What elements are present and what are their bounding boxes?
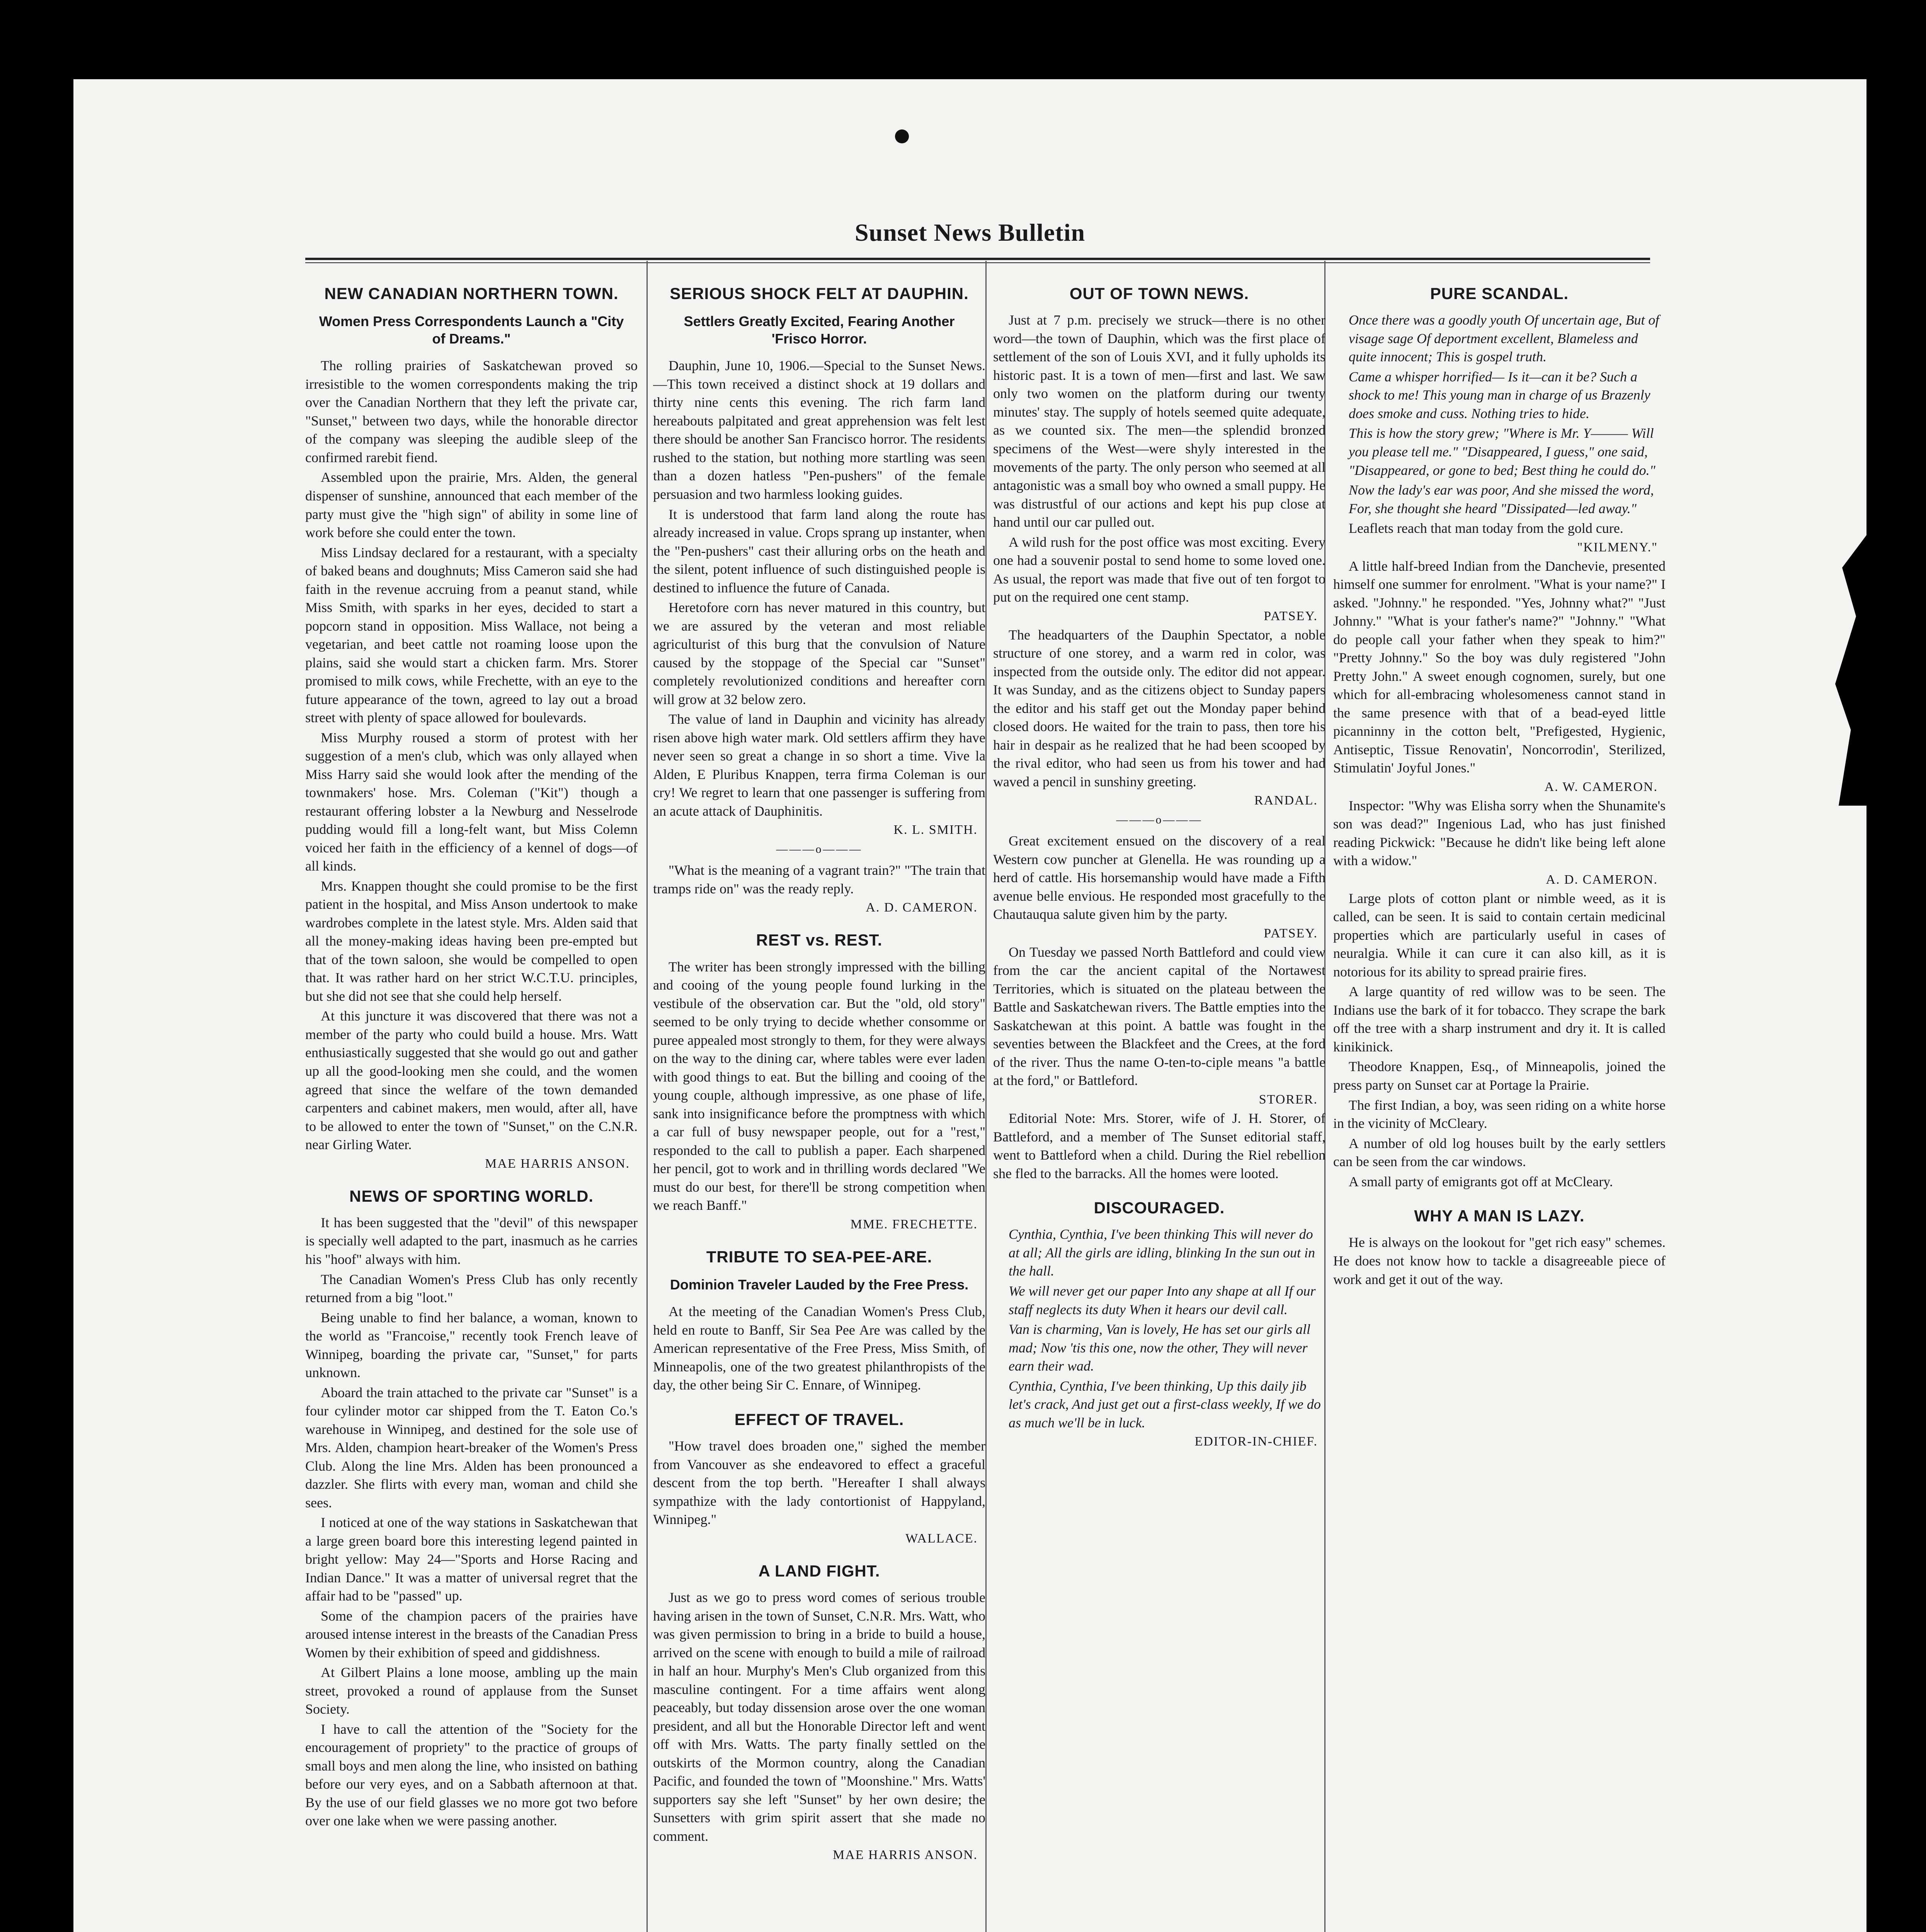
masthead: Sunset News Bulletin [854,219,1086,246]
paragraph: Inspector: "Why was Elisha sorry when the Shunamite's son was dead?" Ingenious Lad, who has just finished reading Pickwick: "Because he didn't like being left alone with a widow." [1333,798,1666,869]
paragraph: Miss Murphy roused a storm of protest with her suggestion of a men's club, which was only allayed when Miss Harry said she would look after the mending of the townmakers' hose. Mrs. Coleman ("Kit") though a restaurant offering lobster a la Newburg and Nesselrode pudding would fill a long-felt want, but Miss Colemn voiced her faith in the efficiency of a kennel of dogs—of all kinds. [305,730,638,874]
paragraph: Just at 7 p.m. precisely we struck—there is no other word—the town of Dauphin, which was the first place of settlement of the son of Louis XVI, and it fully upholds its historic past. It is a town of men—first and last. We saw only two women on the platform during our twenty minutes' stay. The supply of hotels seemed quite adequate, as we counted six. The men—the splendid bronzed specimens of the West—were shyly interested in the movements of the party. The only person who seemed at all antagonistic was a small boy who owned a small puppy. He was distrustful of our actions and kept his pup close at hand until our car pulled out. [993,312,1325,530]
paragraph: Aboard the train attached to the private car "Sunset" is a four cylinder motor car shipped from the T. Eaton Co.'s warehouse in Winnipeg, and destined for the sole use of Mrs. Alden, champion heart-breaker of the Women's Press Club. Along the line Mrs. Alden has been pronounced a dazzler. She flirts with every man, woman and child she sees. [305,1384,638,1510]
byline: WALLACE. [905,1531,978,1546]
paragraph: Being unable to find her balance, a woman, known to the world as "Francoise," recently took French leave of Winnipeg, boarding the private car, "Sunset," for parts unknown. [305,1310,638,1381]
paragraph: A little half-breed Indian from the Danchevie, presented himself one summer for enrolment. "What is your name?" I asked. "Johnny." he responded. "Yes, Johnny what?" "Just Johnny." "What is your father's name?" "Johnny." "What do people call your father when they speak to him?" "Pretty Johnny." So the boy was duly registered "John Pretty John." A sweet enough cognomen, surely, but one which for all-embracing wholesomeness cannot stand in the same presence with that of a bead-eyed little picanninny in the cotton belt, "Prefigested, Hygienic, Antiseptic, Tissue Renovatin', Noncorrodin', Sterilized, Stimulatin' Joyful Jones." [1333,558,1666,776]
paragraph: Heretofore corn has never matured in this country, but we are assured by the veteran and most reliable agriculturist of this burg that the convulsion of Nature caused by the stoppage of the Special car "Sunset" completely revolutionized conditions and hereafter corn will grow at 32 below zero. [653,600,985,707]
paragraph: "What is the meaning of a vagrant train?" "The train that tramps ride on" was the ready reply. [653,862,985,896]
subheadline: Dominion Traveler Lauded by the Free Press. [670,1277,969,1293]
subheadline: Settlers Greatly Excited, Fearing Another 'Frisco Horror. [684,313,955,347]
headline: A LAND FIGHT. [758,1561,880,1580]
headline: PURE SCANDAL. [1430,284,1569,303]
column-divider [647,261,648,1932]
verse: We will never get our paper Into any shape at all If our staff neglects its duty When it hears our devil call. [1009,1283,1316,1317]
newspaper-page [73,79,1866,1932]
byline: RANDAL. [1254,793,1318,808]
paragraph: It has been suggested that the "devil" of this newspaper is specially well adapted to the part, inasmuch as he carries his "hoof" always with him. [305,1214,638,1267]
verse: Came a whisper horrified— Is it—can it be? Such a shock to me! This young man in charge of us Brazenly does smoke and cuss. Nothing tries to hide. [1349,369,1650,421]
paragraph: Some of the champion pacers of the prairies have aroused intense interest in the breasts of the Canadian Press Women by their exhibition of speed and giddishness. [305,1608,638,1660]
masthead-rule-thin [305,262,1650,263]
verse: Once there was a goodly youth Of uncertain age, But of visage sage Of deportment excellent, Blameless and quite innocent; This is gospel truth. [1349,312,1659,365]
headline: REST vs. REST. [756,931,883,949]
headline: OUT OF TOWN NEWS. [1069,284,1249,303]
column-2 [653,269,985,1932]
headline: NEWS OF SPORTING WORLD. [349,1187,594,1205]
headline: EFFECT OF TRAVEL. [734,1410,904,1429]
paragraph: Editorial Note: Mrs. Storer, wife of J. H. Storer, of Battleford, and a member of The Sunset editorial staff, went to Battleford when a child. During the Riel rebellion she fled to the barracks. All the homes were looted. [993,1110,1325,1181]
verse: This is how the story grew; "Where is Mr. Y——— Will you please tell me." "Disappeared, I guess," one said, "Disappeared, or gone to bed; Best thing he could do." [1349,425,1655,478]
paragraph: Large plots of cotton plant or nimble weed, as it is called, can be seen. It is said to contain certain medicinal properties which are particularly useful in cases of neuralgia. While it can cure it can also kill, as it is notorious for its ability to spread prairie fires. [1333,890,1666,980]
paragraph: Theodore Knappen, Esq., of Minneapolis, joined the press party on Sunset car at Portage la Prairie. [1333,1059,1666,1093]
paragraph: Great excitement ensued on the discovery of a real Western cow puncher at Glenella. He was rounding up a herd of cattle. His horsemanship would have made a Fifth avenue belle envious. He responded most gracefully to the Chautauqua salute given him by the party. [993,833,1325,922]
paragraph: Leaflets reach that man today from the gold cure. [1349,520,1623,536]
paragraph: The first Indian, a boy, was seen riding on a white horse in the vicinity of McCleary. [1333,1097,1666,1131]
paragraph: "How travel does broaden one," sighed the member from Vancouver as she endeavored to effect a graceful descent from the top berth. "Hereafter I shall always sympathize with the lady contortionist of Happyland, Winnipeg." [653,1438,985,1527]
paragraph: I have to call the attention of the "Society for the encouragement of propriety" to the practice of groups of small boys and men along the line, who insisted on bathing before our very eyes, and on a Sabbath afternoon at that. By the use of our field glasses we no more got two before over one lake when we were passing another. [305,1721,638,1829]
byline: K. L. SMITH. [893,823,978,837]
paragraph: On Tuesday we passed North Battleford and could view from the car the ancient capital of the Nortawest Territories, which is situated on the plateau between the Battle and Saskatchewan rivers. The Battle empties into the Saskatchewan at this point. A battle was fought in the seventies between the Blackfeet and the Crees, at the ford of the river. Thus the name O-ten-to-ciple means "a battle at the ford," or Battleford. [993,944,1325,1088]
torn-edge [1832,535,1866,806]
paragraph: At the meeting of the Canadian Women's Press Club, held en route to Banff, Sir Sea Pee Are was called by the American representative of the Free Press, Miss Smith, of Minneapolis, one of the two greatest philanthropists of the day, the other being Sir C. Ennare, of Winnipeg. [653,1304,985,1393]
paragraph: Dauphin, June 10, 1906.—Special to the Sunset News.—This town received a distinct shock at 19 dollars and thirty nine cents this evening. The rich farm land hereabouts palpitated and great apprehension was felt lest there should be another San Francisco horror. The residents rushed to the station, but nothing more startling was seen than a dozen hatless "Pen-pushers" of the female persuasion and two harmless looking guides. [653,358,985,502]
paragraph: The value of land in Dauphin and vicinity has already risen above high water mark. Old settlers affirm they have never seen so great a change in so short a time. Vive la Alden, E Pluribus Knappen, terra firma Coleman is our cry! We regret to learn that one passenger is suffering from an acute attack of Dauphinitis. [653,711,985,819]
byline: EDITOR-IN-CHIEF. [1194,1434,1318,1449]
byline: STORER. [1259,1092,1318,1107]
paragraph: A large quantity of red willow was to be seen. The Indians use the bark of it for tobacco. They scrape the bark off the tree with a sharp instrument and dry it. It is called kinikinick. [1333,984,1666,1054]
paragraph: Just as we go to press word comes of serious trouble having arisen in the town of Sunset, C.N.R. Mrs. Watt, who was given permission to bring in a bride to build a house, arrived on the scene with enough to build a mile of railroad in half an hour. Murphy's Men's Club organized from this masculine contingent. For a time affairs went along peaceably, but today dissension arose over the one woman president, and all but the Honorable Director left and went off with Mrs. Watts. The party finally settled on the outskirts of the Mormon country, along the Canadian Pacific, and founded the town of "Moonshine." Mrs. Watts' supporters say she left "Sunset" by her own desire; the Sunsetters with grim spirit assert that she made no comment. [653,1590,985,1844]
byline: MAE HARRIS ANSON. [485,1156,630,1171]
masthead-rule [305,258,1650,260]
column-4 [1333,269,1666,1932]
headline: SERIOUS SHOCK FELT AT DAUPHIN. [670,284,969,303]
paragraph: At Gilbert Plains a lone moose, ambling up the main street, provoked a round of applause from the Sunset Society. [305,1665,638,1717]
subheadline: Women Press Correspondents Launch a "City of Dreams." [319,313,624,347]
paragraph: At this juncture it was discovered that there was not a member of the party who could build a house. Mrs. Watt enthusiastically suggested that she would go out and gather up all the good-looking men she could, and the women agreed that since the welfare of the town demanded carpenters and cabinet makers, men would, after all, have to be allowed to enter the town of "Sunset," on the C.N.R. near Girling Water. [305,1008,638,1153]
byline: MAE HARRIS ANSON. [833,1848,978,1862]
paragraph: The headquarters of the Dauphin Spectator, a noble structure of one storey, and a warm red in color, was inspected from the outside only. The editor did not appear. It was Sunday, and as the citizens object to Sunday papers the editor and his staff get out the Monday paper behind closed doors. He waited for the train to pass, then tore his hair in despair as he realized that he had been scooped by the rival editor, who had seen us from his tower and had waved a pencil in sunshiny greeting. [993,627,1325,789]
byline: A. W. CAMERON. [1544,779,1658,794]
paragraph: The Canadian Women's Press Club has only recently returned from a big "loot." [305,1271,638,1306]
column-divider [985,261,987,1932]
headline: TRIBUTE TO SEA-PEE-ARE. [706,1247,932,1266]
verse: Cynthia, Cynthia, I've been thinking, Up this daily jib let's crack, And just get out a first-class weekly, If we do as much we'll be in luck. [1009,1378,1321,1430]
separator: ———o——— [1116,813,1203,827]
byline: "KILMENY." [1577,540,1658,554]
column-3 [993,269,1325,1932]
headline: WHY A MAN IS LAZY. [1414,1207,1585,1225]
verse: Van is charming, Van is lovely, He has set our girls all mad; Now 'tis this one, now the other, They will never earn their wad. [1009,1321,1310,1374]
paragraph: I noticed at one of the way stations in Saskatchewan that a large green board bore this interesting legend painted in bright yellow: May 24—"Sports and Horse Racing and Indian Dance." It was a matter of universal regret that the affair had to be "passed" up. [305,1515,638,1604]
byline: MME. FRECHETTE. [850,1217,978,1231]
paragraph: A wild rush for the post office was most exciting. Every one had a souvenir postal to send home to some loved one. As usual, the report was made that five out of ten forgot to put on the required one cent stamp. [993,534,1325,605]
paragraph: A number of old log houses built by the early settlers can be seen from the car windows. [1333,1135,1666,1170]
paragraph: The rolling prairies of Saskatchewan proved so irresistible to the women correspondents making the trip over the Canadian Northern that they left the private car, "Sunset," between two days, while the honorable director of the company was sleeping the audible sleep of the confirmed rarebit fiend. [305,358,638,465]
paragraph: The writer has been strongly impressed with the billing and cooing of the young people found lurking in the vestibule of the observation car. But the "old, old story" seemed to be only trying to decide whether consomme or puree appealed most strongly to them, for they were always on the way to the dining car, where tables were ever laden with good things to eat. But the billing and cooing of the young couple, although impressive, as one phase of life, sank into insignificance before the promptness with which a car full of busy newspaper people, out for a "rest," responded to the call to publish a paper. Each sharpened her pencil, got to work and in thrilling words declared "We must do our best, for there'll be strong competition when we reach Banff." [653,959,985,1213]
headline: NEW CANADIAN NORTHERN TOWN. [324,284,619,303]
byline: A. D. CAMERON. [1546,872,1658,887]
separator: ———o——— [776,843,863,856]
paragraph: Mrs. Knappen thought she could promise to be the first patient in the hospital, and Miss Anson undertook to make wardrobes complete in the latest style. Mrs. Alden said that all the money-making ideas having been pre-empted but that of the town saloon, she would be compelled to open that. It was rather hard on her strict W.C.T.U. principles, but she did not see that she could help herself. [305,878,638,1004]
punch-hole [895,129,909,143]
byline: PATSEY. [1264,926,1318,940]
column-1 [305,269,638,1932]
verse: Now the lady's ear was poor, And she missed the word, For, she thought she heard "Dissipated—led away." [1349,482,1654,516]
byline: A. D. CAMERON. [866,900,978,915]
headline: DISCOURAGED. [1094,1199,1225,1217]
byline: PATSEY. [1264,609,1318,623]
paragraph: He is always on the lookout for "get rich easy" schemes. He does not know how to tackle a disagreeable piece of work and get it out of the way. [1333,1235,1666,1287]
paragraph: It is understood that farm land along the route has already increased in value. Crops sprang up instanter, when the "Pen-pushers" cast their alluring orbs on the heath and the silent, potent influence of such distinguished people is destined to influence the future of Canada. [653,506,985,595]
verse: Cynthia, Cynthia, I've been thinking This will never do at all; All the girls are idling, blinking In the sun out in the hall. [1009,1226,1315,1279]
paragraph: Assembled upon the prairie, Mrs. Alden, the general dispenser of sunshine, announced that each member of the party must give the "high sign" of ability in some line of work before she could enter the town. [305,469,638,541]
paragraph: Miss Lindsay declared for a restaurant, with a specialty of baked beans and doughnuts; Miss Cameron said she had faith in the revenue accruing from a peanut stand, while Miss Smith, with sparks in her eyes, decided to start a popcorn stand in opposition. Miss Wallace, not being a vegetarian, and beet cattle not roaming loose upon the plains, said she would start a chicken farm. Mrs. Storer promised to milk cows, while Frechette, with an eye to the future appearance of the town, agreed to lay out a broad street with plenty of space allowed for boulevards. [305,544,638,726]
paragraph: A small party of emigrants got off at McCleary. [1349,1173,1613,1189]
